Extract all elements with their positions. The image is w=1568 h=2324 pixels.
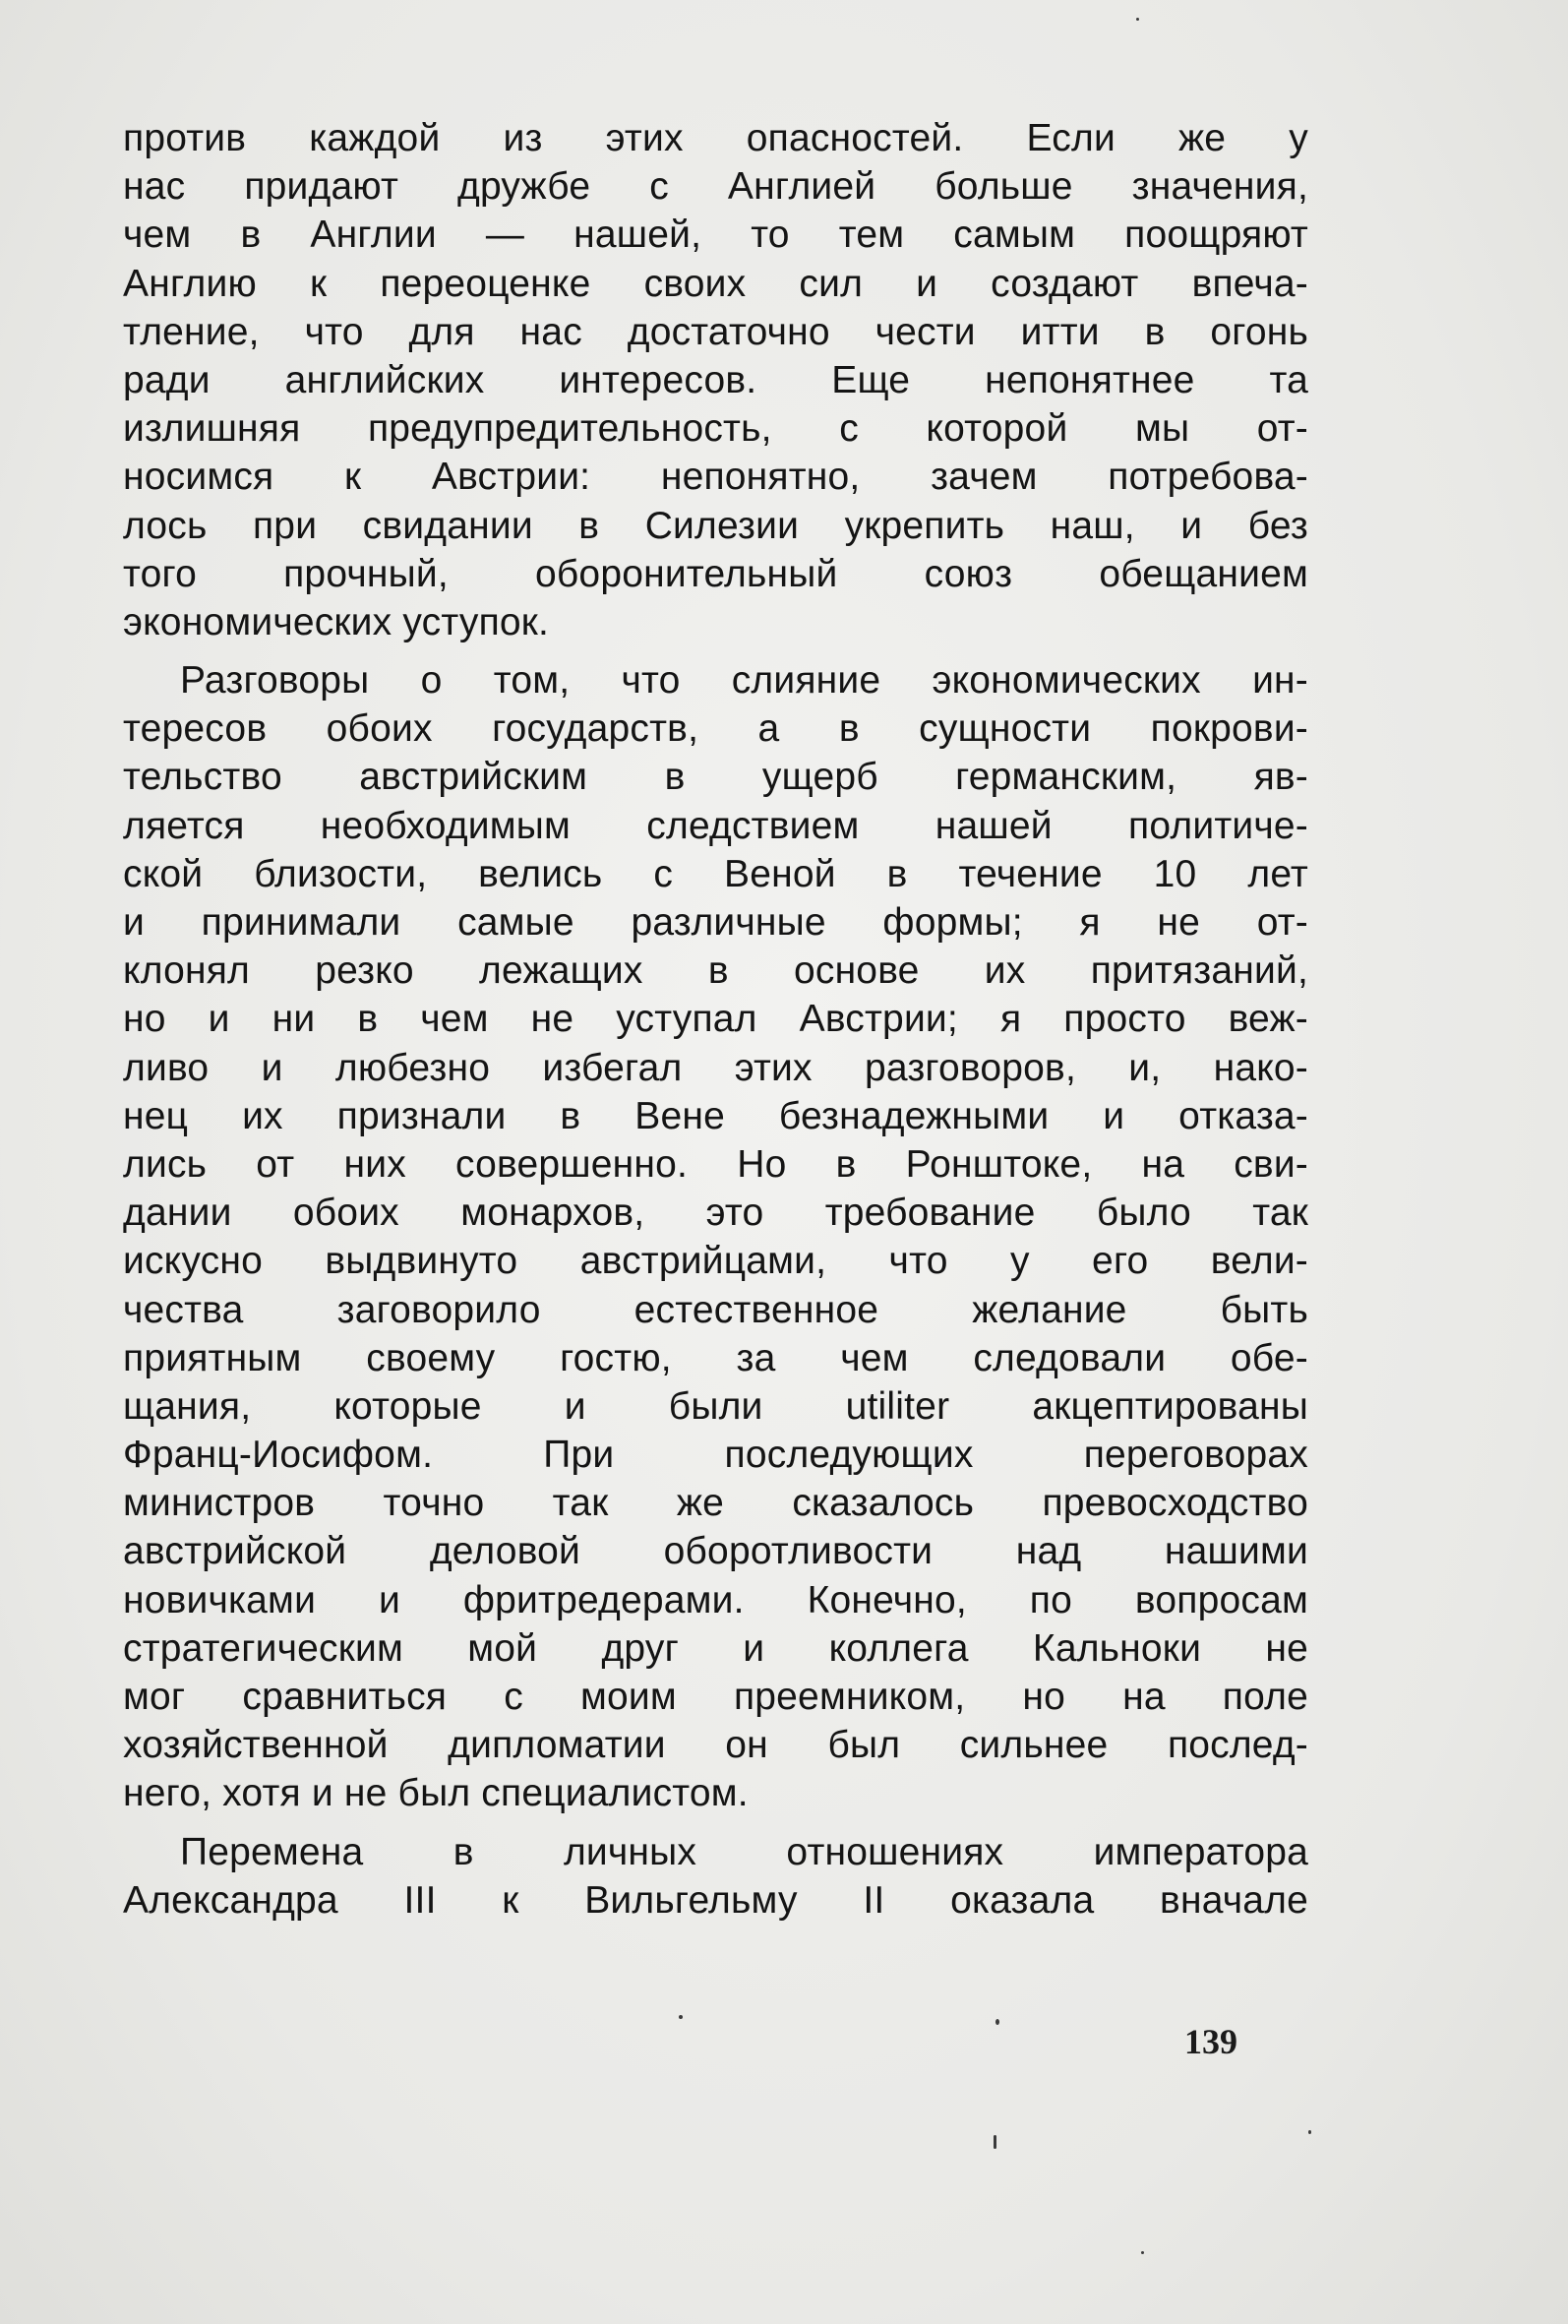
body-text — [123, 114, 1308, 1925]
text-line: хозяйственной дипломатии он был сильнее послед- — [123, 1724, 1308, 1767]
paper-speck — [1141, 2251, 1144, 2254]
text-line: него, хотя и не был специалистом. — [123, 1772, 749, 1815]
text-line: но и ни в чем не уступал Австрии; я просто веж- — [123, 998, 1308, 1041]
text-line: ляется необходимым следствием нашей политиче- — [123, 804, 1308, 847]
text-line: Разговоры о том, что слияние экономических ин- — [180, 659, 1308, 703]
paragraph-2 — [123, 656, 1308, 1818]
text-line: нас придают дружбе с Англией больше значения, — [123, 165, 1308, 209]
text-line: дании обоих монархов, это требование было так — [123, 1192, 1308, 1235]
text-line: излишняя предупредительность, с которой мы от- — [123, 407, 1308, 451]
text-line: нец их признали в Вене безнадежными и отказа- — [123, 1094, 1308, 1137]
text-line: тельство австрийским в ущерб германским, яв- — [123, 756, 1308, 799]
text-line: против каждой из этих опасностей. Если же у — [123, 117, 1308, 159]
text-line: искусно выдвинуто австрийцами, что у его вели- — [123, 1240, 1308, 1283]
text-line: ливо и любезно избегал этих разговоров, и, нако- — [123, 1046, 1308, 1089]
paper-speck — [995, 2019, 999, 2025]
text-line: министров точно так же сказалось превосходство — [123, 1482, 1308, 1525]
paper-speck — [679, 2015, 683, 2019]
text-line: и принимали самые различные формы; я не от- — [123, 901, 1308, 944]
paper-speck — [1136, 18, 1139, 21]
paragraph-1 — [123, 114, 1308, 646]
text-line: ради английских интересов. Еще непонятнее та — [123, 358, 1308, 401]
paper-speck — [994, 2135, 996, 2149]
text-line: клонял резко лежащих в основе их притязаний, — [123, 949, 1308, 993]
text-line: тересов обоих государств, а в сущности покрови- — [123, 707, 1308, 751]
text-line: мог сравниться с моим преемником, но на поле — [123, 1676, 1308, 1718]
text-line: стратегическим мой друг и коллега Кальноки не — [123, 1626, 1308, 1670]
text-line: Франц-Иосифом. При последующих переговорах — [123, 1434, 1308, 1477]
text-line: Александра III к Вильгельму II оказала вначале — [123, 1878, 1308, 1922]
paper-speck — [1308, 2130, 1311, 2134]
paragraph-3 — [123, 1828, 1308, 1925]
text-line: чем в Англии — нашей, то тем самым поощряют — [123, 214, 1308, 257]
text-line: ской близости, велись с Веной в течение 10 лет — [123, 852, 1308, 895]
text-line: тление, что для нас достаточно чести итти в огонь — [123, 310, 1308, 353]
text-line: австрийской деловой оборотливости над нашими — [123, 1530, 1308, 1573]
text-line: новичками и фритредерами. Конечно, по вопросам — [123, 1578, 1308, 1621]
text-line: Перемена в личных отношениях императора — [180, 1830, 1308, 1873]
text-line: лось при свидании в Силезии укрепить наш, и без — [123, 504, 1308, 547]
text-line: того прочный, оборонительный союз обещанием — [123, 552, 1308, 595]
text-line: Англию к переоценке своих сил и создают впеча- — [123, 262, 1308, 305]
text-line: приятным своему гостю, за чем следовали обе- — [123, 1336, 1308, 1379]
text-line: щания, которые и были utiliter акцептированы — [123, 1384, 1308, 1428]
text-line: лись от них совершенно. Но в Ронштоке, на сви- — [123, 1142, 1308, 1186]
text-line: чества заговорило естественное желание быть — [123, 1288, 1308, 1331]
text-line: носимся к Австрии: непонятно, зачем потребова- — [123, 456, 1308, 499]
text-line: экономических уступок. — [123, 600, 550, 643]
page-number: 139 — [1184, 2022, 1237, 2061]
